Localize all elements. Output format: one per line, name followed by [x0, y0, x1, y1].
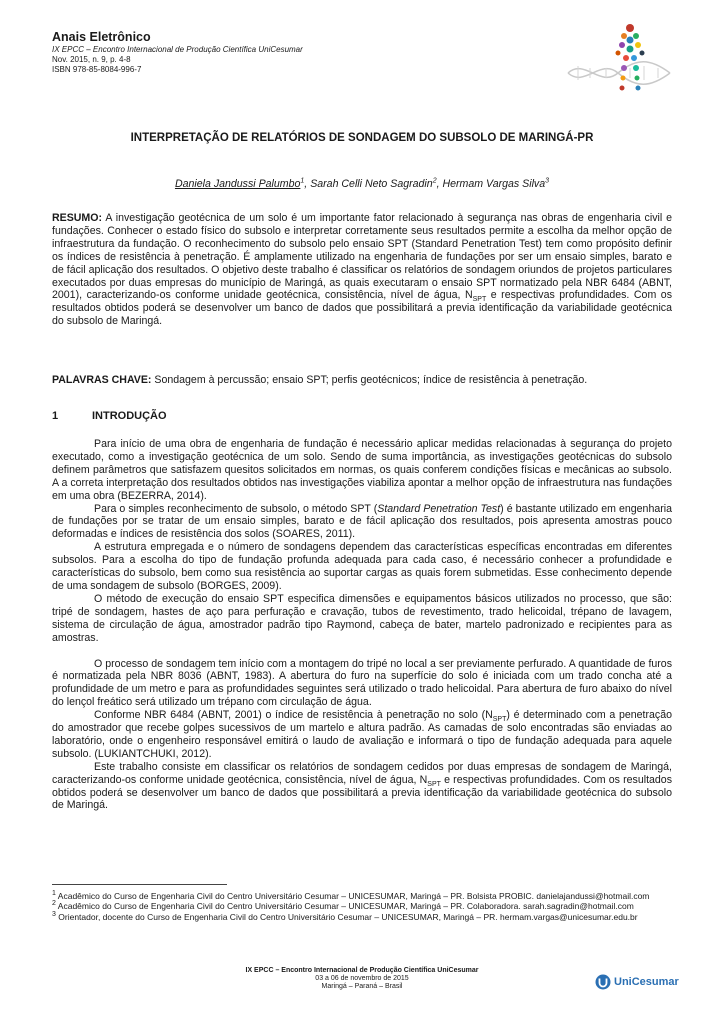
section-number: 1 — [52, 410, 59, 422]
abstract — [52, 212, 672, 328]
paragraph: O método de execução do ensaio SPT especifica dimensões e equipamentos básicos utilizados no processo, que são: tripé de sondagem, hastes de aço para perfuração e cravação, tubos de revestimento, trado helicoidal, trépano de lavagem, sistema de circulação de água, amostrador padrão tipo Raymond, cabeça de bater, martelo padronizado e recipientes para as amostras. — [52, 592, 672, 644]
abstract-text: e respectivas profundidades. Com os resultados obtidos poderá se desenvolver um banco de dados que possibilitará a previa identificação da variabilidade geotécnica do subsolo de Maringá. — [52, 289, 672, 328]
section-heading — [52, 410, 167, 422]
footnote — [52, 891, 672, 901]
footnote-ref: 3 — [545, 177, 550, 185]
paragraph: O processo de sondagem tem início com a montagem do tripé no local a ser previamente perfurado. A quantidade de furos é normatizada pela NBR 8036 (ABNT, 1983). A abertura do furo na superfície do solo é iniciada com um trado concha até a profundidade de um metro e para as profundidades seguintes será utilizado o trado helicoidal. Para abertura de furo abaixo do nível do lençol freático será utilizado um trépano com circulação de água. — [52, 657, 672, 709]
emphasis: Standard Penetration Test — [377, 502, 501, 515]
separator: , — [436, 178, 443, 190]
subscript: SPT — [492, 716, 507, 724]
author-name: Sarah Celli Neto Sagradin — [310, 178, 433, 190]
footnote-ref: 1 — [300, 177, 305, 185]
text: Para o simples reconhecimento de subsolo, o método SPT ( — [94, 502, 378, 515]
paragraph — [52, 503, 672, 542]
paragraph — [52, 761, 672, 813]
footer-location: Maringá – Paraná – Brasil — [321, 983, 403, 991]
issue-info: Nov. 2015, n. 9, p. 4-8 — [52, 55, 131, 64]
unicesumar-logo — [595, 974, 679, 990]
paper-title: INTERPRETAÇÃO DE RELATÓRIOS DE SONDAGEM DO SUBSOLO DE MARINGÁ-PR — [130, 132, 594, 144]
subscript: SPT — [427, 780, 441, 788]
text: e respectivas profundidades. Com os resultados obtidos poderá se desenvolver um banco de dados que possibilitará a previa identificação da variabilidade geotécnica do subsolo de Maringá. — [52, 773, 672, 812]
paragraph: A estrutura empregada e o número de sondagens dependem das características específicas encontradas em diferentes subsolos. Para a escolha do tipo de fundação profunda adequada para cada caso, é necessário conhecer a profundidade e características do subsolo, bem como sua resistência ao suportar cargas as quais forem submetidas. Esse conhecimento depende de uma sondagem de subsolo (BORGES, 2009). — [52, 541, 672, 592]
footnote-ref: 2 — [432, 177, 437, 185]
footnote-number: 2 — [52, 900, 56, 908]
author-list — [0, 178, 724, 190]
paragraph: Para início de uma obra de engenharia de fundação é necessário aplicar medidas relacionadas à segurança do projeto executado, como a investigação geotécnica de um solo. Sendo de suma importância, as investigações geotécnicas do subsolo definem parâmetros que satisfazem quesitos solicitados em normas, os quais conferem condições físicas e mecânicas ao subsolo. A a correta interpretação dos resultados obtidos nas investigações viabiliza apontar a melhor opção de infraestrutura nas fundações em uma obra (BEZERRA, 2014). — [52, 438, 672, 502]
footnote-number: 3 — [52, 910, 56, 918]
introduction-body — [52, 438, 672, 812]
author-name: Hermam Vargas Silva — [442, 178, 546, 190]
separator: , — [304, 178, 311, 190]
keywords — [52, 374, 672, 387]
footer-dates: 03 a 06 de novembro de 2015 — [315, 975, 409, 983]
journal-title: Anais Eletrônico — [52, 30, 151, 44]
footer-event: IX EPCC – Encontro Internacional de Produção Científica UniCesumar — [245, 967, 479, 974]
logo-text: UniCesumar — [614, 976, 679, 988]
text: ) é determinado com a penetração do amostrador que recebe golpes sucessivos de um martelo e altura padrão. As camadas de solo encontradas são enviadas ao laboratório, onde o engenheiro responsável emitirá o laudo de avaliação e informará o tipo de fundação adequada para aquele subsolo. (LUKIANTCHUKI, 2012). — [52, 709, 672, 760]
unicesumar-logo-icon — [595, 974, 611, 990]
subscript: SPT — [472, 296, 487, 304]
footnote-text: Acadêmico do Curso de Engenharia Civil do Centro Universitário Cesumar – UNICESUMAR, Maringá – PR. Bolsista PROBIC. danielajandussi@hotmail.com — [55, 891, 650, 901]
footnotes — [52, 891, 672, 922]
footnote-text: Acadêmico do Curso de Engenharia Civil do Centro Universitário Cesumar – UNICESUMAR, Maringá – PR. Colaboradora. sarah.sagradin@hotmail.com — [55, 901, 634, 912]
footnote-divider — [52, 884, 227, 885]
abstract-label: RESUMO: — [52, 212, 103, 224]
keywords-label: PALAVRAS CHAVE: — [52, 374, 152, 386]
event-name: IX EPCC – Encontro Internacional de Produção Científica UniCesumar — [52, 45, 303, 54]
isbn: ISBN 978-85-8084-996-7 — [52, 65, 142, 74]
section-title: INTRODUÇÃO — [92, 410, 167, 422]
text: ) é bastante utilizado em engenharia de fundações por se tratar de um ensaio simples, barato e de fácil aplicação dos resultados, pois apresenta amostras pouco deformadas e índices de resistência dos solos (SOARES, 2011). — [52, 502, 673, 541]
journal-header — [52, 30, 303, 75]
footnote — [52, 901, 672, 911]
event-logo-icon — [560, 18, 675, 98]
text: Este trabalho consiste em classificar os relatórios de sondagem cedidos por duas empresas de sondagem de Maringá, caracterizando-os conforme unidade geotécnica, consistência, nível de água, N — [52, 760, 672, 786]
text: Conforme NBR 6484 (ABNT, 2001) o índice de resistência à penetração no solo (N — [94, 709, 493, 722]
keywords-text: Sondagem à percussão; ensaio SPT; perfis geotécnicos; índice de resistência à penetração. — [151, 374, 588, 386]
author-name: Daniela Jandussi Palumbo — [174, 178, 301, 190]
abstract-paragraph — [52, 212, 672, 328]
footnote-number: 1 — [52, 890, 56, 898]
footnote-text: Orientador, docente do Curso de Engenharia Civil do Centro Universitário Cesumar – UNICESUMAR, Maringá – PR. hermam.vargas@unicesumar.edu.br — [55, 911, 638, 922]
footnote — [52, 912, 672, 922]
abstract-text: A investigação geotécnica de um solo é um importante fator relacionado à segurança nas obras de engenharia civil e fundações. Conhecer o estado físico do subsolo e interpretar corretamente seus resultados permite a escolha da melhor opção de infraestrutura da fundação. O reconhecimento do subsolo pelo ensaio SPT (Standard Penetration Test) tem como propósito definir os índices de resistência à penetração. É amplamente utilizado na engenharia de fundações por ser um ensaio simples, barato e de fácil aplicação dos resultados. O objetivo deste trabalho é classificar os relatórios de sondagem oriundos de projetos particulares executados por duas empresas do município de Maringá, as quais executaram o ensaio SPT normatizado pela NBR 6484 (ABNT, 2001), caracterizando-os conforme unidade geotécnica, consistência, nível de água, N — [52, 212, 672, 302]
paragraph — [52, 709, 672, 761]
